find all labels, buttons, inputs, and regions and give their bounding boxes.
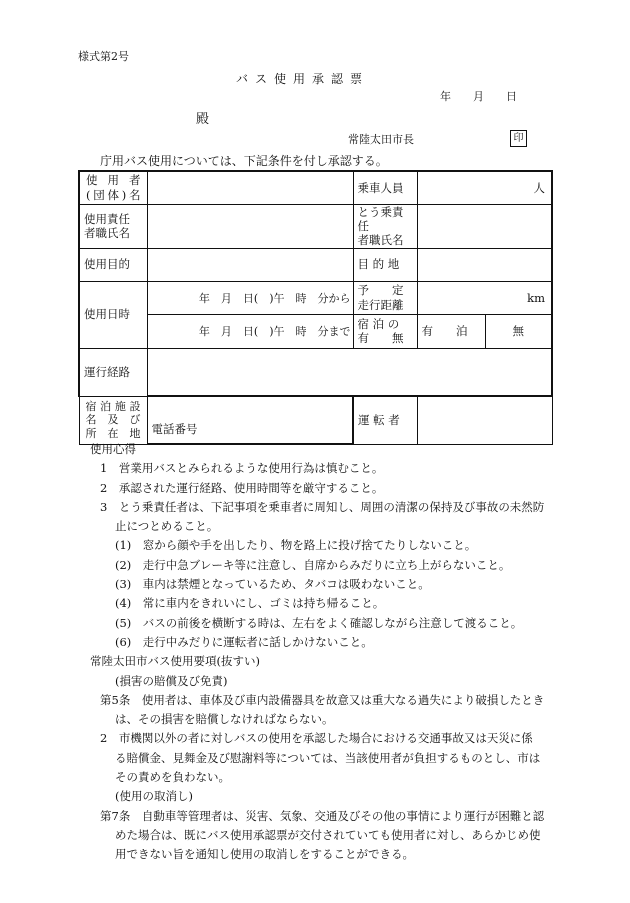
article-5-line: は、その損害を賠償しなければならない。	[115, 712, 334, 727]
note-item: 2 承認された運行経路、使用時間等を厳守すること。	[100, 480, 384, 495]
note-item: 3 とう乗責任者は、下記事項を乗車者に周知し、周囲の清潔の保持及び事故の未然防	[100, 499, 545, 514]
purpose-field[interactable]	[147, 248, 353, 281]
driver-field[interactable]	[417, 396, 552, 444]
row-lodging	[79, 396, 552, 444]
note-item: 止につとめること。	[115, 519, 219, 534]
distance-field[interactable]	[417, 281, 552, 314]
passengers-field[interactable]	[417, 171, 552, 204]
destination-label: 目 的 地	[353, 248, 417, 281]
note-item: 1 営業用バスとみられるような使用行為は慎むこと。	[100, 461, 384, 476]
row-user	[79, 171, 552, 204]
route-field[interactable]	[147, 348, 552, 396]
rules-heading: 常陸太田市バス使用要項(抜すい)	[90, 654, 260, 669]
row-purpose	[79, 248, 552, 281]
responsible-name-field[interactable]	[147, 204, 353, 248]
intro-text: 庁用バス使用については、下記条件を付し承認する。	[100, 154, 388, 168]
compensation-heading: (損害の賠償及び免責)	[115, 673, 228, 688]
user-name-field[interactable]	[147, 171, 353, 204]
row-responsible	[79, 204, 552, 248]
note-subitem: (1) 窓から顔や手を出したり、物を路上に投げ捨てたりしないこと。	[115, 538, 477, 553]
stay-label: 宿 泊 の 有 無	[353, 314, 417, 348]
approval-form-table	[78, 170, 553, 445]
stay-no-option[interactable]: 無	[485, 314, 552, 348]
form-title: バス使用承認票	[236, 72, 370, 86]
issuer-name: 常陸太田市長	[348, 133, 414, 146]
lodging-field[interactable]	[147, 396, 353, 444]
note-subitem: (6) 走行中みだりに運転者に話しかけないこと。	[115, 634, 373, 649]
purpose-label: 使用目的	[79, 248, 147, 281]
date-field[interactable]: 年 月 日	[440, 90, 517, 103]
row-datetime-to	[79, 314, 552, 348]
addressee-suffix: 殿	[196, 112, 210, 127]
article-7-line: 用できない旨を通知し使用の取消しをすることができる。	[115, 847, 414, 862]
passengers-label: 乗車人員	[353, 171, 417, 204]
usage-notes	[78, 440, 558, 865]
article-5-para2-line: る賠償金、見舞金及び慰謝料等については、当該使用者が負担するものとし、市は	[115, 750, 541, 765]
responsible-label: 使用責任 者職氏名	[79, 204, 147, 248]
phone-label: 電話番号	[151, 422, 198, 437]
lodging-label: 宿泊施設 名 及 び 所 在 地	[79, 396, 147, 444]
row-route	[79, 348, 552, 396]
article-7-line: めた場合は、既にバス使用承認票が交付されていても使用者に対し、あらかじめ使	[115, 827, 541, 842]
note-subitem: (4) 常に車内をきれいにし、ゴミは持ち帰ること。	[115, 596, 385, 611]
article-5-line: 第5条 使用者は、車体及び車内設備器具を故意又は重大なる過失により破損したとき	[100, 692, 545, 707]
notes-heading: 使用心得	[90, 442, 136, 456]
datetime-label: 使用日時	[79, 281, 147, 348]
article-5-para2-line: その責めを負わない。	[115, 770, 230, 785]
distance-label: 予 定 走行距離	[353, 281, 417, 314]
passengers-unit: 人	[533, 180, 545, 195]
article-7-line: 第7条 自動車等管理者は、災害、気象、交通及びその他の事情により運行が困難と認	[100, 808, 545, 823]
note-subitem: (3) 車内は禁煙となっているため、タバコは吸わないこと。	[115, 577, 430, 592]
datetime-from-field[interactable]: 年 月 日( )午 時 分から	[147, 281, 353, 314]
destination-field[interactable]	[417, 248, 552, 281]
onboard-responsible-label: とう乗責任 者職氏名	[353, 204, 417, 248]
note-subitem: (2) 走行中急ブレーキ等に注意し、自席からみだりに立ち上がらないこと。	[115, 557, 511, 572]
row-datetime-from	[79, 281, 552, 314]
seal-mark: 印	[510, 130, 527, 147]
form-number: 様式第2号	[78, 50, 129, 63]
user-label: 使 用 者 (団体)名	[79, 171, 147, 204]
datetime-to-field[interactable]: 年 月 日( )午 時 分まで	[147, 314, 353, 348]
driver-label: 運 転 者	[353, 396, 417, 444]
onboard-responsible-field[interactable]	[417, 204, 552, 248]
note-subitem: (5) バスの前後を横断する時は、左右をよく確認しながら注意して渡ること。	[115, 615, 523, 630]
distance-unit: km	[527, 290, 545, 305]
route-label: 運行経路	[79, 348, 147, 396]
article-5-para2-line: 2 市機関以外の者に対しバスの使用を承認した場合における交通事故又は天災に係	[100, 731, 533, 746]
cancel-heading: (使用の取消し)	[115, 789, 193, 804]
stay-yes-option[interactable]: 有 泊	[417, 314, 485, 348]
